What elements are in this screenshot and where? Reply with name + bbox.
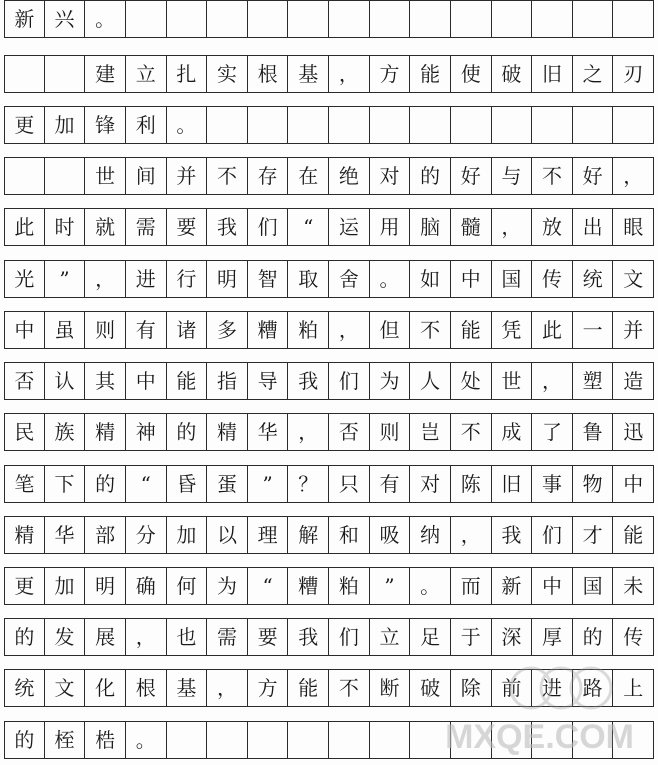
grid-cell: 能 (451, 312, 492, 348)
grid-cell: ” (45, 261, 86, 297)
grid-cell: 绝 (329, 158, 370, 194)
grid-cell: 国 (492, 261, 533, 297)
grid-cell: 明 (207, 261, 248, 297)
grid-cell: 而 (451, 568, 492, 604)
grid-cell: 新 (4, 1, 45, 37)
grid-cell: 上 (613, 670, 654, 706)
grid-cell: 部 (85, 517, 126, 553)
grid-cell (45, 56, 86, 92)
grid-cell: 旧 (492, 466, 533, 502)
grid-cell: 建 (85, 56, 126, 92)
grid-cell (329, 722, 370, 758)
grid-cell: 和 (329, 517, 370, 553)
grid-cell: 指 (207, 363, 248, 399)
grid-cell: 不 (329, 670, 370, 706)
grid-cell: 脑 (410, 209, 451, 245)
grid-cell: 实 (207, 56, 248, 92)
grid-cell: 不 (410, 312, 451, 348)
grid-cell: 成 (492, 414, 533, 450)
grid-cell: 纳 (410, 517, 451, 553)
grid-cell: 理 (248, 517, 289, 553)
essay-line (4, 106, 654, 144)
grid-cell (410, 107, 451, 143)
grid-cell (370, 1, 411, 37)
grid-cell (288, 722, 329, 758)
essay-line (4, 567, 654, 605)
grid-cell: 中 (4, 312, 45, 348)
grid-cell: 明 (85, 568, 126, 604)
grid-cell: 以 (207, 517, 248, 553)
essay-line (4, 362, 654, 400)
grid-cell: 有 (370, 466, 411, 502)
grid-cell (167, 1, 208, 37)
grid-cell (410, 1, 451, 37)
grid-cell: 断 (370, 670, 411, 706)
grid-cell: “ (288, 209, 329, 245)
grid-cell: 们 (532, 517, 573, 553)
grid-cell: 前 (492, 670, 533, 706)
grid-cell: 文 (45, 670, 86, 706)
grid-cell: ？ (288, 466, 329, 502)
grid-cell: 进 (126, 261, 167, 297)
grid-cell: ， (532, 363, 573, 399)
grid-cell: ” (370, 568, 411, 604)
grid-cell: 新 (492, 568, 533, 604)
grid-cell: 更 (4, 568, 45, 604)
grid-cell: 间 (126, 158, 167, 194)
grid-cell: 为 (370, 363, 411, 399)
grid-cell: 世 (85, 158, 126, 194)
grid-cell: 诸 (167, 312, 208, 348)
essay-line (4, 618, 654, 656)
grid-cell: 基 (288, 56, 329, 92)
grid-cell: 要 (248, 619, 289, 655)
grid-cell: “ (248, 568, 289, 604)
grid-cell: ， (492, 209, 533, 245)
grid-cell: 立 (126, 56, 167, 92)
grid-cell: 陈 (451, 466, 492, 502)
grid-cell: 进 (532, 670, 573, 706)
grid-cell: 我 (288, 619, 329, 655)
grid-cell: 与 (492, 158, 533, 194)
grid-cell: 对 (410, 466, 451, 502)
grid-cell: 。 (85, 1, 126, 37)
grid-cell: 根 (248, 56, 289, 92)
grid-cell: 利 (126, 107, 167, 143)
grid-cell: 于 (451, 619, 492, 655)
grid-cell: 但 (370, 312, 411, 348)
grid-cell: ， (451, 517, 492, 553)
grid-cell: 破 (492, 56, 533, 92)
grid-cell (532, 107, 573, 143)
grid-cell: 传 (532, 261, 573, 297)
grid-cell (4, 158, 45, 194)
grid-cell: 不 (207, 158, 248, 194)
grid-cell: 凭 (492, 312, 533, 348)
grid-cell (492, 1, 533, 37)
grid-cell: ， (329, 56, 370, 92)
grid-cell: 处 (451, 363, 492, 399)
essay-line (4, 157, 654, 195)
grid-cell: 笔 (4, 466, 45, 502)
grid-cell: ， (288, 414, 329, 450)
grid-cell: 运 (329, 209, 370, 245)
grid-cell: 中 (126, 363, 167, 399)
grid-cell: 舍 (329, 261, 370, 297)
grid-cell: 髓 (451, 209, 492, 245)
grid-cell: 并 (167, 158, 208, 194)
grid-cell: 根 (126, 670, 167, 706)
grid-cell: 华 (248, 414, 289, 450)
grid-cell: 足 (410, 619, 451, 655)
grid-cell (492, 107, 533, 143)
grid-cell (370, 107, 411, 143)
grid-cell: 事 (532, 466, 573, 502)
grid-cell: 能 (167, 363, 208, 399)
grid-cell: 方 (248, 670, 289, 706)
grid-cell: 行 (167, 261, 208, 297)
essay-line (4, 721, 654, 759)
grid-cell: 放 (532, 209, 573, 245)
essay-line (4, 208, 654, 246)
grid-cell: 除 (451, 670, 492, 706)
grid-cell: 世 (492, 363, 533, 399)
grid-cell: 锋 (85, 107, 126, 143)
grid-cell: 造 (613, 363, 654, 399)
grid-cell: 不 (532, 158, 573, 194)
grid-cell: 则 (370, 414, 411, 450)
grid-cell: 存 (248, 158, 289, 194)
grid-cell: 更 (4, 107, 45, 143)
essay-line (4, 413, 654, 451)
essay-line (4, 0, 654, 38)
grid-cell: 下 (45, 466, 86, 502)
grid-cell (126, 1, 167, 37)
grid-cell: 分 (126, 517, 167, 553)
grid-cell: 国 (573, 568, 614, 604)
grid-cell: 糟 (248, 312, 289, 348)
grid-cell: 好 (573, 158, 614, 194)
grid-cell: ， (85, 261, 126, 297)
grid-cell: 用 (370, 209, 411, 245)
essay-line (4, 260, 654, 298)
grid-cell: 立 (370, 619, 411, 655)
grid-cell: 精 (85, 414, 126, 450)
grid-cell: 旧 (532, 56, 573, 92)
grid-cell: 化 (85, 670, 126, 706)
grid-cell: ， (126, 619, 167, 655)
essay-line (4, 516, 654, 554)
grid-cell: ， (329, 312, 370, 348)
grid-cell: 。 (126, 722, 167, 758)
grid-cell (45, 158, 86, 194)
grid-cell (167, 722, 208, 758)
grid-cell: 此 (532, 312, 573, 348)
grid-cell: 的 (410, 158, 451, 194)
grid-cell: 也 (167, 619, 208, 655)
grid-cell: 其 (85, 363, 126, 399)
grid-cell: 塑 (573, 363, 614, 399)
grid-cell: 华 (45, 517, 86, 553)
grid-cell: 如 (410, 261, 451, 297)
grid-cell (613, 722, 654, 758)
grid-cell: 此 (4, 209, 45, 245)
grid-cell: 多 (207, 312, 248, 348)
grid-cell: 物 (573, 466, 614, 502)
grid-cell: 昏 (167, 466, 208, 502)
grid-cell (207, 107, 248, 143)
grid-cell: 吸 (370, 517, 411, 553)
grid-cell (492, 722, 533, 758)
grid-cell: 破 (410, 670, 451, 706)
grid-cell: 民 (4, 414, 45, 450)
grid-cell: 我 (207, 209, 248, 245)
grid-cell: 迅 (613, 414, 654, 450)
grid-cell: 们 (329, 619, 370, 655)
grid-cell: 扎 (167, 56, 208, 92)
grid-cell: 精 (207, 414, 248, 450)
grid-cell: 文 (613, 261, 654, 297)
grid-cell: 使 (451, 56, 492, 92)
grid-cell: 粕 (329, 568, 370, 604)
grid-cell: 一 (573, 312, 614, 348)
essay-line (4, 669, 654, 707)
grid-cell: 何 (167, 568, 208, 604)
grid-cell: ， (207, 670, 248, 706)
grid-cell: 蛋 (207, 466, 248, 502)
grid-cell: 只 (329, 466, 370, 502)
grid-cell (573, 1, 614, 37)
grid-cell: 之 (573, 56, 614, 92)
grid-cell (288, 1, 329, 37)
grid-cell (532, 1, 573, 37)
grid-cell: 解 (288, 517, 329, 553)
grid-cell: 人 (410, 363, 451, 399)
grid-cell: 。 (370, 261, 411, 297)
grid-cell: 的 (4, 619, 45, 655)
grid-cell: 能 (288, 670, 329, 706)
grid-cell: 导 (248, 363, 289, 399)
grid-cell: 方 (370, 56, 411, 92)
grid-cell (532, 722, 573, 758)
grid-cell: 。 (410, 568, 451, 604)
grid-cell (410, 722, 451, 758)
grid-cell: 智 (248, 261, 289, 297)
grid-cell: 统 (573, 261, 614, 297)
grid-cell: 族 (45, 414, 86, 450)
grid-cell: 光 (4, 261, 45, 297)
grid-cell: 为 (207, 568, 248, 604)
grid-cell (248, 1, 289, 37)
grid-cell (207, 722, 248, 758)
grid-cell: 中 (613, 466, 654, 502)
grid-cell: 加 (45, 107, 86, 143)
grid-cell (451, 1, 492, 37)
grid-cell: 发 (45, 619, 86, 655)
grid-cell: 们 (248, 209, 289, 245)
grid-cell: ， (613, 158, 654, 194)
grid-cell: 认 (45, 363, 86, 399)
grid-cell: 糟 (288, 568, 329, 604)
grid-cell: 需 (126, 209, 167, 245)
grid-cell: 在 (288, 158, 329, 194)
grid-cell: 需 (207, 619, 248, 655)
grid-cell: 的 (4, 722, 45, 758)
grid-cell: 深 (492, 619, 533, 655)
grid-cell (4, 56, 45, 92)
grid-cell: 的 (167, 414, 208, 450)
grid-cell: 我 (492, 517, 533, 553)
grid-cell (248, 107, 289, 143)
grid-cell (288, 107, 329, 143)
grid-cell: 加 (167, 517, 208, 553)
grid-cell: 眼 (613, 209, 654, 245)
grid-cell: 鲁 (573, 414, 614, 450)
grid-cell: 岂 (410, 414, 451, 450)
grid-cell: 能 (613, 517, 654, 553)
grid-cell: 取 (288, 261, 329, 297)
grid-cell: 不 (451, 414, 492, 450)
grid-cell: 未 (613, 568, 654, 604)
grid-cell (613, 107, 654, 143)
essay-line (4, 311, 654, 349)
grid-cell (329, 1, 370, 37)
grid-cell: 能 (410, 56, 451, 92)
grid-cell (613, 1, 654, 37)
grid-cell (451, 722, 492, 758)
grid-cell: 了 (532, 414, 573, 450)
grid-cell: 的 (573, 619, 614, 655)
grid-cell: 粕 (288, 312, 329, 348)
watermark-text: MXQE.COM (445, 718, 634, 755)
grid-cell: 并 (613, 312, 654, 348)
grid-cell: 厚 (532, 619, 573, 655)
grid-cell: 中 (532, 568, 573, 604)
grid-cell: 则 (85, 312, 126, 348)
grid-cell: 出 (573, 209, 614, 245)
grid-cell (451, 107, 492, 143)
grid-cell: 兴 (45, 1, 86, 37)
grid-cell: 好 (451, 158, 492, 194)
grid-cell: 统 (4, 670, 45, 706)
grid-cell (573, 722, 614, 758)
grid-cell: ” (248, 466, 289, 502)
grid-cell: 神 (126, 414, 167, 450)
grid-cell: 的 (85, 466, 126, 502)
grid-cell: 加 (45, 568, 86, 604)
grid-cell: 基 (167, 670, 208, 706)
grid-cell: 展 (85, 619, 126, 655)
grid-cell: 们 (329, 363, 370, 399)
grid-cell: 就 (85, 209, 126, 245)
grid-cell: 否 (329, 414, 370, 450)
grid-cell: 中 (451, 261, 492, 297)
grid-cell: 有 (126, 312, 167, 348)
grid-cell: 虽 (45, 312, 86, 348)
grid-cell: 我 (288, 363, 329, 399)
grid-cell: 传 (613, 619, 654, 655)
grid-cell (329, 107, 370, 143)
grid-cell (248, 722, 289, 758)
grid-cell: 精 (4, 517, 45, 553)
grid-cell: “ (126, 466, 167, 502)
grid-cell: 刃 (613, 56, 654, 92)
grid-cell: 要 (167, 209, 208, 245)
grid-cell (370, 722, 411, 758)
grid-cell: 梏 (85, 722, 126, 758)
grid-cell (207, 1, 248, 37)
grid-cell: 对 (370, 158, 411, 194)
grid-cell (573, 107, 614, 143)
grid-cell: 路 (573, 670, 614, 706)
essay-line (4, 465, 654, 503)
grid-cell: 。 (167, 107, 208, 143)
grid-cell: 否 (4, 363, 45, 399)
grid-cell: 桎 (45, 722, 86, 758)
grid-cell: 才 (573, 517, 614, 553)
grid-cell: 时 (45, 209, 86, 245)
essay-line (4, 55, 654, 93)
grid-cell: 确 (126, 568, 167, 604)
